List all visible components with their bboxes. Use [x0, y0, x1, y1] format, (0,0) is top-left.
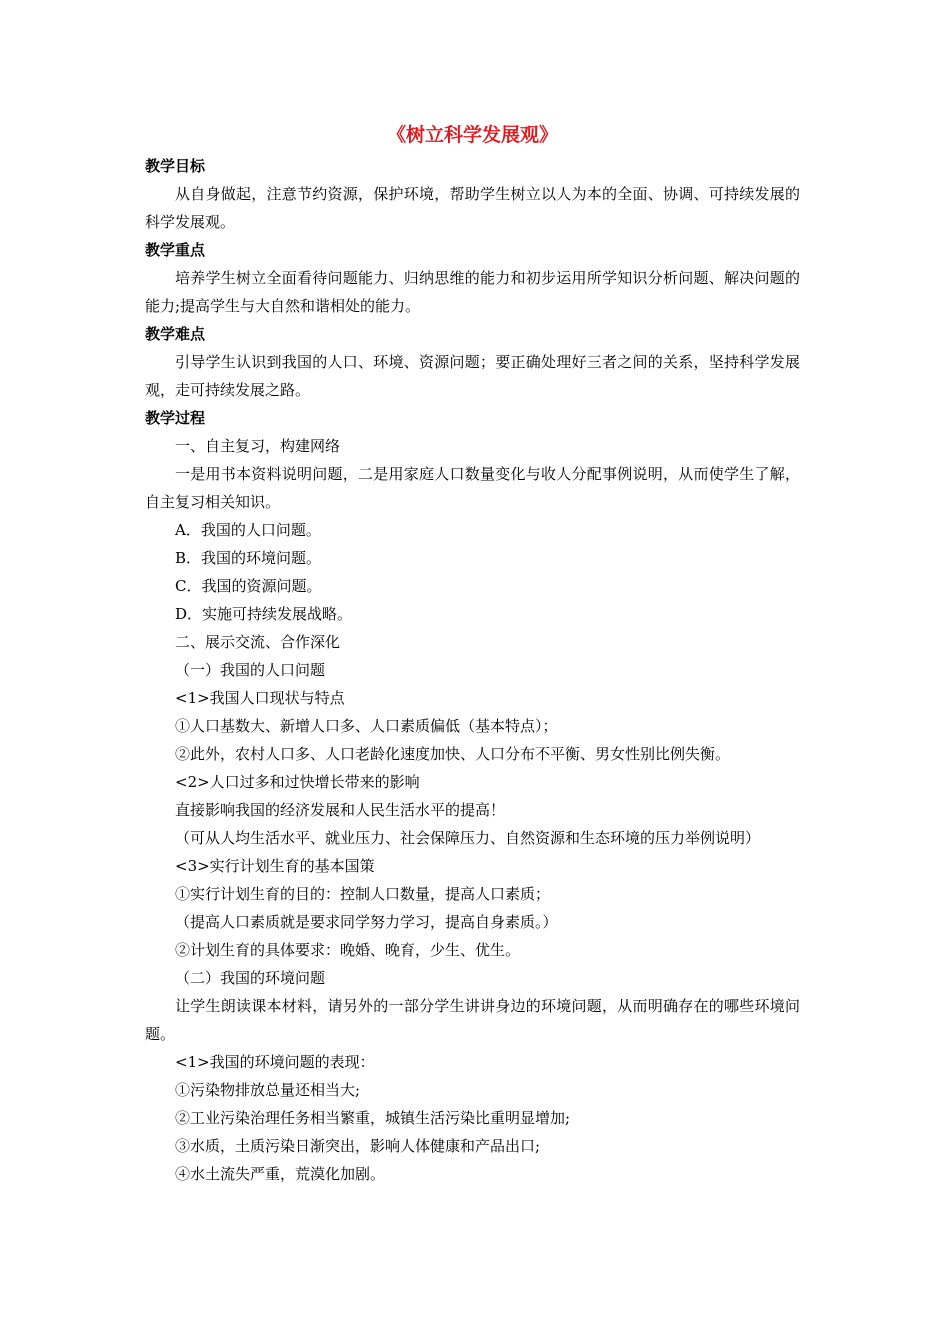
- process-line: A．我国的人口问题。: [175, 521, 321, 539]
- process-line: ②工业污染治理任务相当繁重，城镇生活污染比重明显增加;: [175, 1109, 571, 1127]
- process-line: <2>人口过多和过快增长带来的影响: [175, 773, 420, 791]
- process-line: <1>我国的环境问题的表现：: [175, 1053, 375, 1071]
- process-line: ④水土流失严重，荒漠化加剧。: [175, 1165, 386, 1183]
- section-text-key: 培养学生树立全面看待问题能力、归纳思维的能力和初步运用所学知识分析问题、解决问题的能力;提高学生与大自然和谐相处的能力。: [145, 269, 800, 315]
- process-line: （可从人均生活水平、就业压力、社会保障压力、自然资源和生态环境的压力举例说明）: [175, 829, 761, 847]
- process-line: C．我国的资源问题。: [175, 577, 322, 595]
- document-page: [145, 118, 800, 1188]
- process-line: D．实施可持续发展战略。: [175, 605, 353, 623]
- process-line: （提高人口素质就是要求同学努力学习，提高自身素质。）: [175, 913, 558, 931]
- process-line: ②计划生育的具体要求：晚婚、晚育，少生、优生。: [175, 941, 521, 959]
- section-heading-difficulty: 教学难点: [145, 325, 206, 343]
- process-line: <1>我国人口现状与特点: [175, 689, 345, 707]
- section-heading-process: 教学过程: [145, 409, 206, 427]
- process-content: [145, 432, 800, 1188]
- process-line: 让学生朗读课本材料，请另外的一部分学生讲讲身边的环境问题，从而明确存在的哪些环境问题。: [145, 997, 800, 1043]
- section-heading-goal: 教学目标: [145, 157, 206, 175]
- process-line: ①污染物排放总量还相当大;: [175, 1081, 361, 1099]
- process-line: 一、自主复习，构建网络: [175, 437, 341, 455]
- process-line: （一）我国的人口问题: [175, 661, 326, 679]
- process-line: 一是用书本资料说明问题，二是用家庭人口数量变化与收人分配事例说明，从而使学生了解，自主复习相关知识。: [145, 465, 800, 511]
- section-heading-key: 教学重点: [145, 241, 206, 259]
- document-title: 《树立科学发展观》: [386, 124, 558, 146]
- section-text-goal: 从自身做起，注意节约资源，保护环境，帮助学生树立以人为本的全面、协调、可持续发展的科学发展观。: [145, 185, 800, 231]
- section-text-difficulty: 引导学生认识到我国的人口、环境、资源问题；要正确处理好三者之间的关系，坚持科学发展观，走可持续发展之路。: [145, 353, 800, 399]
- process-line: <3>实行计划生育的基本国策: [175, 857, 375, 875]
- process-line: ①实行计划生育的目的：控制人口数量，提高人口素质；: [175, 885, 551, 903]
- process-line: ②此外，农村人口多、人口老龄化速度加快、人口分布不平衡、男女性别比例失衡。: [175, 745, 731, 763]
- process-line: ③水质，土质污染日渐突出，影响人体健康和产品出口;: [175, 1137, 541, 1155]
- process-line: B．我国的环境问题。: [175, 549, 322, 567]
- process-line: （二）我国的环境问题: [175, 969, 326, 987]
- process-line: 直接影响我国的经济发展和人民生活水平的提高！: [175, 801, 506, 819]
- process-line: ①人口基数大、新增人口多、人口素质偏低（基本特点）；: [175, 717, 558, 735]
- process-line: 二、展示交流、合作深化: [175, 633, 341, 651]
